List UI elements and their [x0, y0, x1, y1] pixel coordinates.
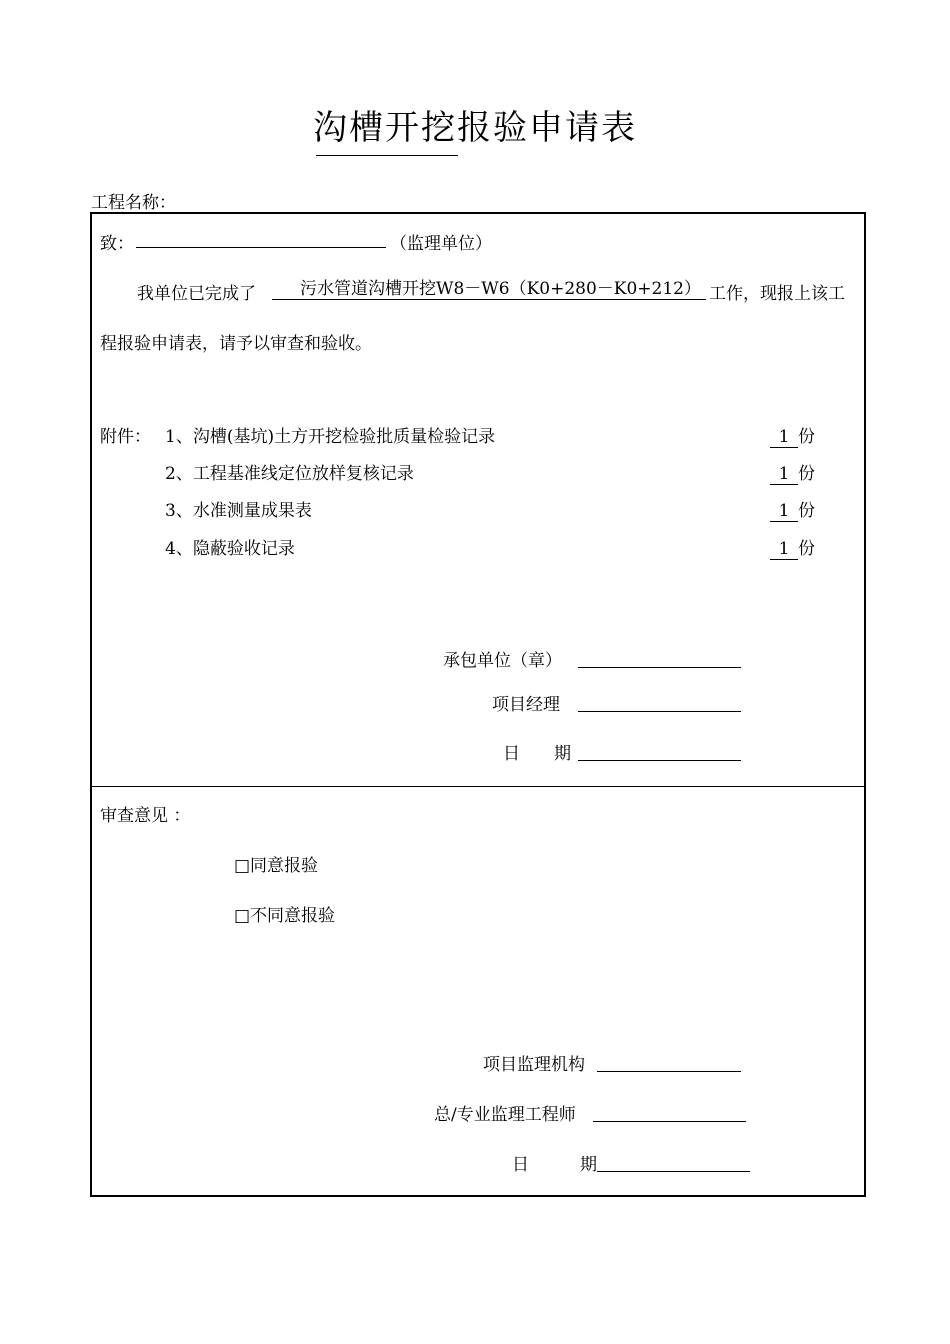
project-name-label: 工程名称： — [91, 193, 176, 213]
form-frame — [90, 212, 866, 1197]
date-label: 日 期 — [503, 744, 571, 764]
body-prefix: 我单位已完成了 — [137, 284, 256, 304]
review-opinion-label: 审查意见 ： — [100, 806, 191, 826]
supervisor-unit-label: （监理单位） — [390, 234, 492, 254]
to-field[interactable] — [136, 247, 386, 248]
copy-count: 1 — [770, 464, 798, 485]
copy-count: 1 — [770, 501, 798, 522]
body-line-2: 程报验申请表，请予以审查和验收。 — [100, 334, 372, 354]
supervision-org-field[interactable] — [597, 1071, 741, 1072]
page-title: 沟槽开挖报验申请表 — [313, 108, 637, 148]
attachment-copies — [770, 459, 815, 485]
attachment-copies — [770, 422, 815, 448]
date-label-2: 日 期 — [512, 1155, 597, 1175]
attachment-item: 2、工程基准线定位放样复核记录 — [165, 464, 414, 484]
chief-engineer-field[interactable] — [593, 1121, 746, 1122]
attachment-copies — [770, 496, 815, 522]
contractor-seal-field[interactable] — [578, 667, 741, 668]
attachment-copies — [770, 534, 815, 560]
attachment-item: 1、沟槽(基坑)土方开挖检验批质量检验记录 — [165, 427, 496, 447]
attachment-item: 4、隐蔽验收记录 — [165, 539, 295, 559]
body-suffix: 工作，现报上该工 — [709, 284, 845, 304]
date-field[interactable] — [578, 760, 741, 761]
agree-checkbox[interactable]: □同意报验 — [234, 856, 319, 876]
chief-engineer-label: 总/专业监理工程师 — [434, 1105, 576, 1125]
contractor-seal-label: 承包单位（章） — [443, 651, 562, 671]
date-field-2[interactable] — [597, 1171, 750, 1172]
copy-count: 1 — [770, 539, 798, 560]
project-manager-label: 项目经理 — [492, 695, 560, 715]
work-item-text: 污水管道沟槽开挖W8－W6（K0+280－K0+212） — [300, 279, 701, 299]
title-underline — [316, 155, 458, 156]
attachment-item: 3、水准测量成果表 — [165, 501, 312, 521]
copy-unit: 份 — [798, 501, 815, 521]
project-manager-field[interactable] — [578, 711, 741, 712]
supervision-org-label: 项目监理机构 — [483, 1055, 585, 1075]
to-label: 致： — [100, 234, 134, 254]
attachments-label: 附件： — [100, 427, 151, 447]
disagree-checkbox[interactable]: □不同意报验 — [234, 906, 336, 926]
copy-unit: 份 — [798, 464, 815, 484]
copy-unit: 份 — [798, 539, 815, 559]
form-divider — [90, 786, 866, 787]
work-item-field[interactable] — [272, 279, 706, 300]
copy-count: 1 — [770, 427, 798, 448]
copy-unit: 份 — [798, 427, 815, 447]
